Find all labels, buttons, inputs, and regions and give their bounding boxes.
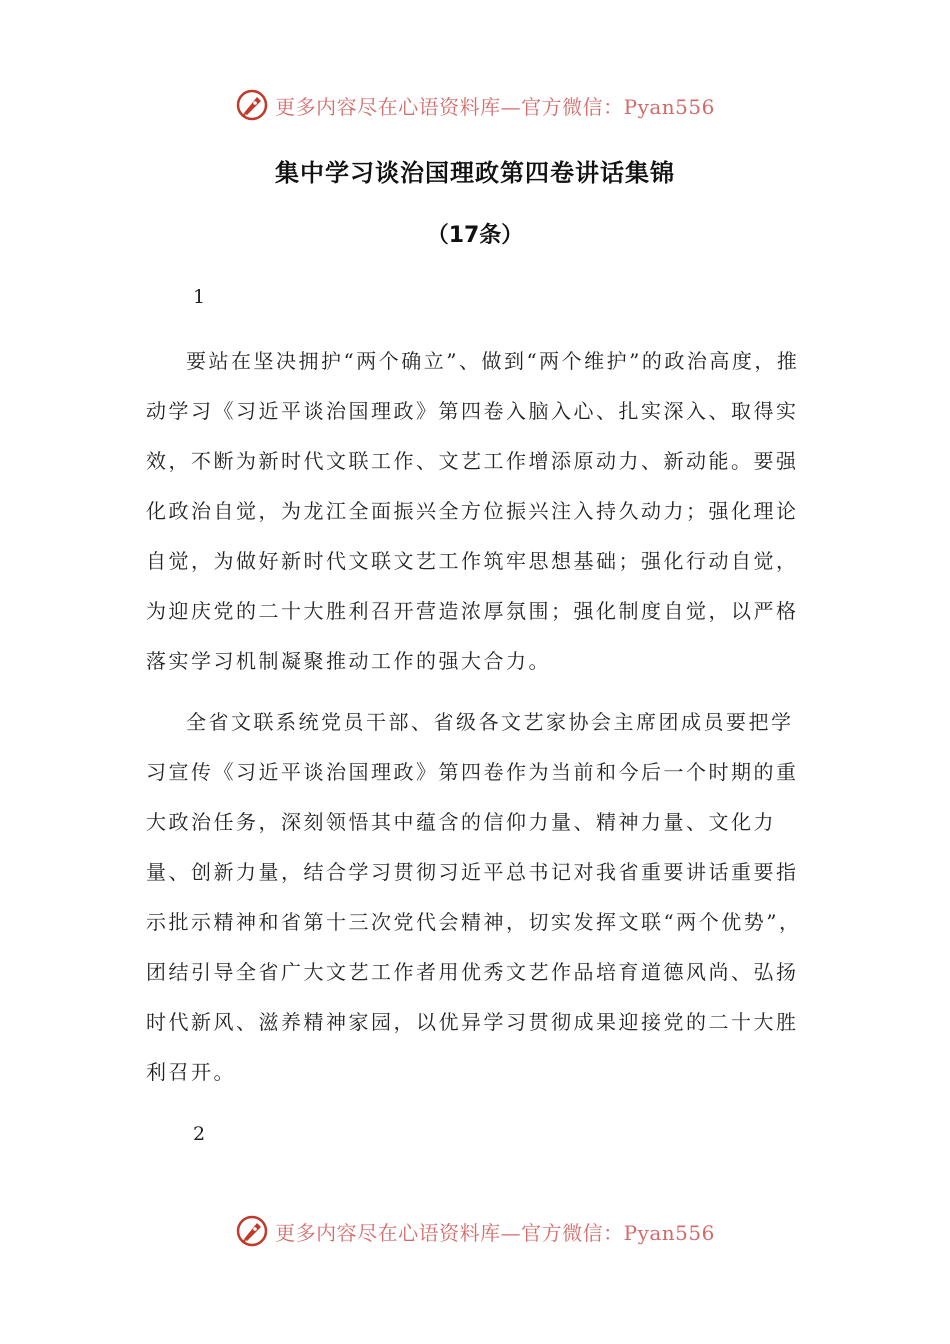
watermark-banner-top <box>0 85 950 125</box>
paragraph: 全省文联系统党员干部、省级各文艺家协会主席团成员要把学习宣传《习近平谈治国理政》第四卷作为当前和今后一个时期的重大政治任务，深刻领悟其中蕴含的信仰力量、精神力量、文化力量、创新力量，结合学习贯彻习近平总书记对我省重要讲话重要指示批示精神和省第十三次党代会精神，切实发挥文联“两个优势”，团结引导全省广大文艺工作者用优秀文艺作品培育道德风尚、弘扬时代新风、滋养精神家园，以优异学习贯彻成果迎接党的二十大胜利召开。 <box>146 710 802 1084</box>
pen-nib-logo-icon <box>235 1214 269 1248</box>
section-number: 2 <box>193 1123 206 1145</box>
section-number: 1 <box>193 286 206 308</box>
document-subtitle: （17条） <box>426 223 524 248</box>
document-title: 集中学习谈治国理政第四卷讲话集锦 <box>275 159 675 187</box>
watermark-text: 更多内容尽在心语资料库—官方微信：Pyan556 <box>275 1220 715 1245</box>
pen-nib-logo-icon <box>235 88 269 122</box>
paragraph: 要站在坚决拥护“两个确立”、做到“两个维护”的政治高度，推动学习《习近平谈治国理政》第四卷入脑入心、扎实深入、取得实效，不断为新时代文联工作、文艺工作增添原动力、新动能。要强化政治自觉，为龙江全面振兴全方位振兴注入持久动力；强化理论自觉，为做好新时代文联文艺工作筑牢思想基础；强化行动自觉，为迎庆党的二十大胜利召开营造浓厚氛围；强化制度自觉，以严格落实学习机制凝聚推动工作的强大合力。 <box>146 349 800 673</box>
watermark-banner-bottom <box>0 1211 950 1251</box>
watermark-text: 更多内容尽在心语资料库—官方微信：Pyan556 <box>275 94 715 119</box>
